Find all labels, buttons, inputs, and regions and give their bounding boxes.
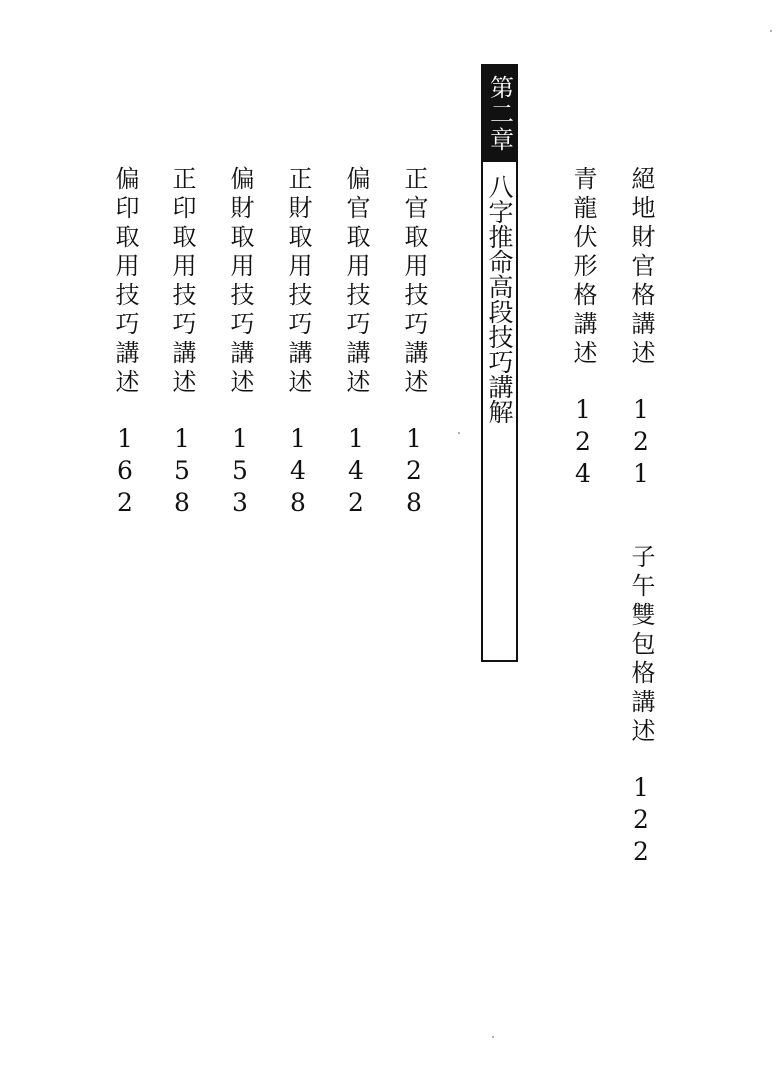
entry-title: 偏官取用技巧講述 — [342, 166, 370, 398]
entry-page: 148 — [283, 424, 313, 520]
entry-title: 青龍伏形格講述 — [569, 166, 597, 369]
scan-speck — [458, 432, 460, 434]
entry-title: 正財取用技巧講述 — [284, 166, 312, 398]
chapter-label: 第二章 — [485, 75, 514, 153]
entry-page: 162 — [110, 424, 140, 520]
toc-entry — [624, 166, 658, 491]
scan-speck — [492, 1036, 494, 1038]
toc-entry — [281, 166, 315, 520]
entry-page: 122 — [626, 773, 656, 869]
entry-page: 158 — [167, 424, 197, 520]
chapter-title-block — [483, 174, 516, 424]
entry-page: 121 — [626, 395, 656, 491]
toc-entry — [566, 166, 600, 491]
chapter-label-block — [483, 66, 516, 162]
toc-entry — [223, 166, 257, 520]
toc-entry — [624, 544, 658, 869]
scan-speck — [770, 30, 772, 32]
toc-entry — [339, 166, 373, 520]
entry-page: 124 — [568, 395, 598, 491]
chapter-title: 八字推命高段技巧講解 — [485, 174, 514, 424]
entry-page: 153 — [225, 424, 255, 520]
entry-page: 142 — [341, 424, 371, 520]
toc-entry — [397, 166, 431, 520]
entry-title: 絕地財官格講述 — [627, 166, 655, 369]
entry-page: 128 — [399, 424, 429, 520]
entry-title: 偏印取用技巧講述 — [111, 166, 139, 398]
entry-title: 子午雙包格講述 — [627, 544, 655, 747]
entry-title: 偏財取用技巧講述 — [226, 166, 254, 398]
entry-title: 正印取用技巧講述 — [168, 166, 196, 398]
chapter-heading — [481, 64, 518, 662]
toc-entry — [108, 166, 142, 520]
entry-title: 正官取用技巧講述 — [400, 166, 428, 398]
toc-entry — [165, 166, 199, 520]
